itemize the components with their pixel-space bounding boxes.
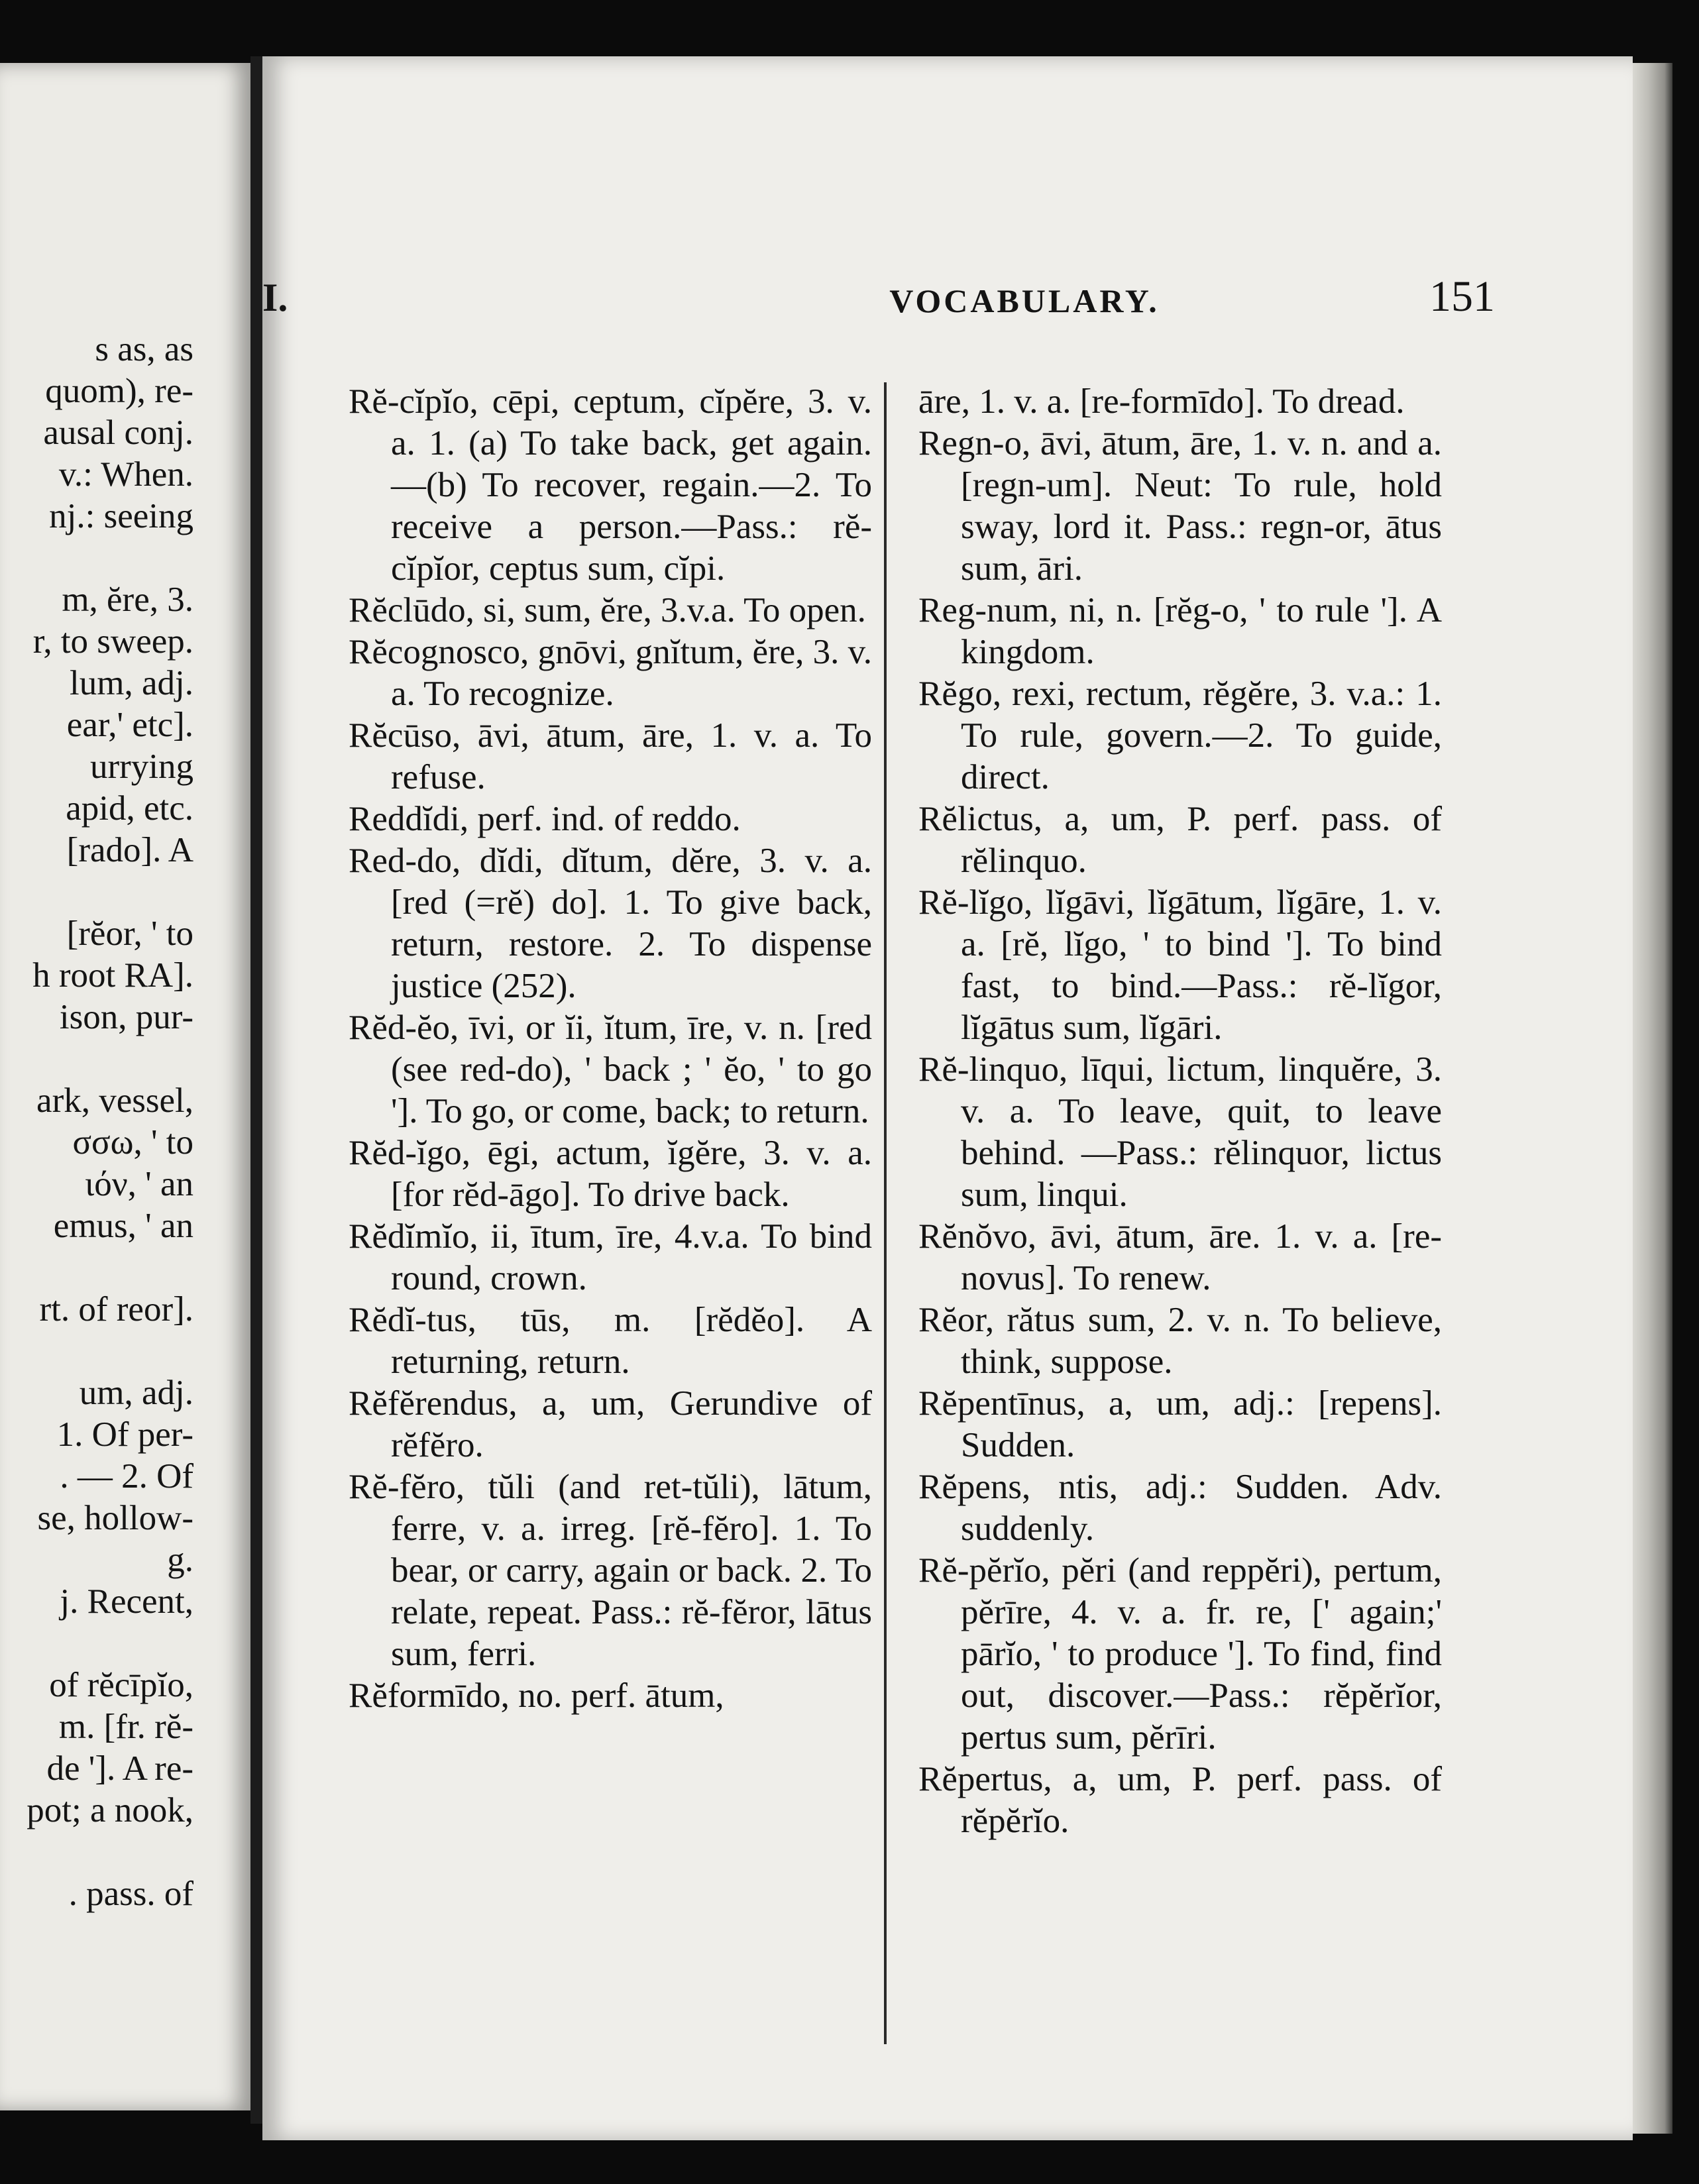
left-page-line: rt. of reor]. <box>39 1290 193 1329</box>
left-page-line: r, to sweep. <box>32 622 193 661</box>
right-column <box>918 381 1442 1842</box>
dictionary-entry: Rĕd-ĭgo, ēgi, actum, ĭgĕre, 3. v. a. [for rĕd-āgo]. To drive back. <box>349 1134 872 1214</box>
dictionary-entry: Reddĭdi, perf. ind. of reddo. <box>349 800 741 838</box>
left-page-line: σσω, ' to <box>72 1123 193 1162</box>
dictionary-entry: Rĕlictus, a, um, P. perf. pass. of rĕlinquo. <box>918 800 1442 880</box>
dictionary-entry: Rĕd-ĕo, īvi, or ĭi, ĭtum, īre, v. n. [red (see red-do), ' back ; ' ĕo, ' to go ']. To go, or come, back; to return. <box>349 1009 872 1130</box>
dictionary-entry: Rĕ-pĕrĭo, pĕri (and reppĕri), pertum, pĕrīre, 4. v. a. fr. re, [' again;' pārĭo, ' to produce ']. To find, find out, discover.—Pass.: rĕpĕrĭor, pertus sum, pĕrīri. <box>918 1551 1442 1757</box>
left-page-line: of rĕcīpĭo, <box>49 1666 193 1704</box>
dictionary-entry: Red-do, dĭdi, dĭtum, dĕre, 3. v. a. [red (=rĕ) do]. 1. To give back, return, restore. 2. To dispense justice (252). <box>349 842 872 1005</box>
dictionary-entry: Regn-o, āvi, ātum, āre, 1. v. n. and a. [regn-um]. Neut: To rule, hold sway, lord it. Pass.: regn-or, ātus sum, āri. <box>918 424 1442 588</box>
book-gutter <box>250 56 262 2124</box>
dictionary-entry: Rĕpens, ntis, adj.: Sudden. Adv. suddenly. <box>918 1468 1442 1548</box>
left-page-line: . — 2. Of <box>60 1457 193 1496</box>
left-page <box>0 63 250 2110</box>
left-page-line: emus, ' an <box>53 1207 193 1245</box>
left-page-line: s as, as <box>95 330 193 368</box>
left-page-line: pot; a nook, <box>27 1791 193 1829</box>
left-page-line: j. Recent, <box>60 1582 193 1621</box>
dictionary-entry: Rĕ-lĭgo, lĭgāvi, lĭgātum, lĭgāre, 1. v. a. [rĕ, lĭgo, ' to bind ']. To bind fast, to bind.—Pass.: rĕ-lĭgor, lĭgātus sum, lĭgāri. <box>918 883 1442 1047</box>
dictionary-entry: Rĕfĕrendus, a, um, Gerundive of rĕfĕro. <box>349 1384 872 1464</box>
left-page-line: h root RA]. <box>32 956 193 995</box>
left-page-line: ison, pur- <box>59 998 193 1036</box>
left-page-line: 1. Of per- <box>56 1415 193 1454</box>
dictionary-entry: Rĕcognosco, gnōvi, gnĭtum, ĕre, 3. v. a. To recognize. <box>349 633 872 713</box>
left-page-line: m. [fr. rĕ- <box>58 1708 193 1746</box>
left-page-line: quom), re- <box>45 372 193 410</box>
left-page-line: urrying <box>89 747 193 786</box>
dictionary-entry: Rĕnŏvo, āvi, ātum, āre. 1. v. a. [re-novus]. To renew. <box>918 1217 1442 1297</box>
left-page-line: g. <box>167 1541 193 1579</box>
left-page-line: ιόν, ' an <box>84 1165 193 1203</box>
left-page-line: ausal conj. <box>43 413 193 452</box>
page-number: 151 <box>1429 272 1495 321</box>
dictionary-entry: āre, 1. v. a. [re-formīdo]. To dread. <box>918 382 1405 421</box>
dictionary-entry: Rĕ-cĭpĭo, cēpi, ceptum, cĭpĕre, 3. v. a. 1. (a) To take back, get again.—(b) To recover, regain.—2. To receive a person.—Pass.: rĕ-cĭpĭor, ceptus sum, cĭpi. <box>349 382 872 588</box>
column-rule <box>884 382 887 2044</box>
dictionary-entry: Rĕ-fĕro, tŭli (and ret-tŭli), lātum, ferre, v. a. irreg. [rĕ-fĕro]. 1. To bear, or carry, again or back. 2. To relate, repeat. Pass.: rĕ-fĕror, lātus sum, ferri. <box>349 1468 872 1673</box>
left-page-line: nj.: seeing <box>49 497 193 535</box>
left-header-letter: I. <box>262 276 288 319</box>
dictionary-entry: Rĕclūdo, si, sum, ĕre, 3.v.a. To open. <box>349 591 866 629</box>
dictionary-entry: Rĕdĭ-tus, tūs, m. [rĕdĕo]. A returning, return. <box>349 1301 872 1381</box>
left-page-line: m, ĕre, 3. <box>62 580 193 619</box>
dictionary-entry: Rĕdĭmĭo, ii, ītum, īre, 4.v.a. To bind round, crown. <box>349 1217 872 1297</box>
left-page-line: ark, vessel, <box>36 1081 193 1120</box>
left-page-line: . pass. of <box>68 1875 193 1913</box>
dictionary-entry: Rĕgo, rexi, rectum, rĕgĕre, 3. v.a.: 1. To rule, govern.—2. To guide, direct. <box>918 675 1442 796</box>
dictionary-entry: Rĕpertus, a, um, P. perf. pass. of rĕpĕrĭo. <box>918 1760 1442 1840</box>
left-page-line: [rado]. A <box>66 831 193 869</box>
dictionary-entry: Rĕcūso, āvi, ātum, āre, 1. v. a. To refuse. <box>349 716 872 796</box>
right-page <box>262 56 1633 2140</box>
dictionary-entry: Reg-num, ni, n. [rĕg-o, ' to rule ']. A kingdom. <box>918 591 1442 671</box>
left-page-line: apid, etc. <box>66 789 193 828</box>
left-page-line: v.: When. <box>58 455 193 494</box>
page-edges <box>1633 63 1672 2134</box>
left-page-line: um, adj. <box>79 1374 193 1412</box>
left-page-line: se, hollow- <box>37 1499 193 1537</box>
dictionary-entry: Rĕor, rătus sum, 2. v. n. To believe, think, suppose. <box>918 1301 1442 1381</box>
dictionary-entry: Rĕpentīnus, a, um, adj.: [repens]. Sudden. <box>918 1384 1442 1464</box>
left-page-line: de ']. A re- <box>46 1749 193 1788</box>
left-page-line: lum, adj. <box>70 664 193 702</box>
running-head: VOCABULARY. <box>889 282 1160 319</box>
left-page-line: ear,' etc]. <box>66 706 193 744</box>
dictionary-entry: Rĕformīdo, no. perf. ātum, <box>349 1676 724 1715</box>
dictionary-entry: Rĕ-linquo, līqui, lictum, linquĕre, 3. v. a. To leave, quit, to leave behind. —Pass.: rĕlinquor, lictus sum, linqui. <box>918 1050 1442 1214</box>
left-column <box>349 381 872 1717</box>
left-page-line: [rĕor, ' to <box>66 914 193 953</box>
